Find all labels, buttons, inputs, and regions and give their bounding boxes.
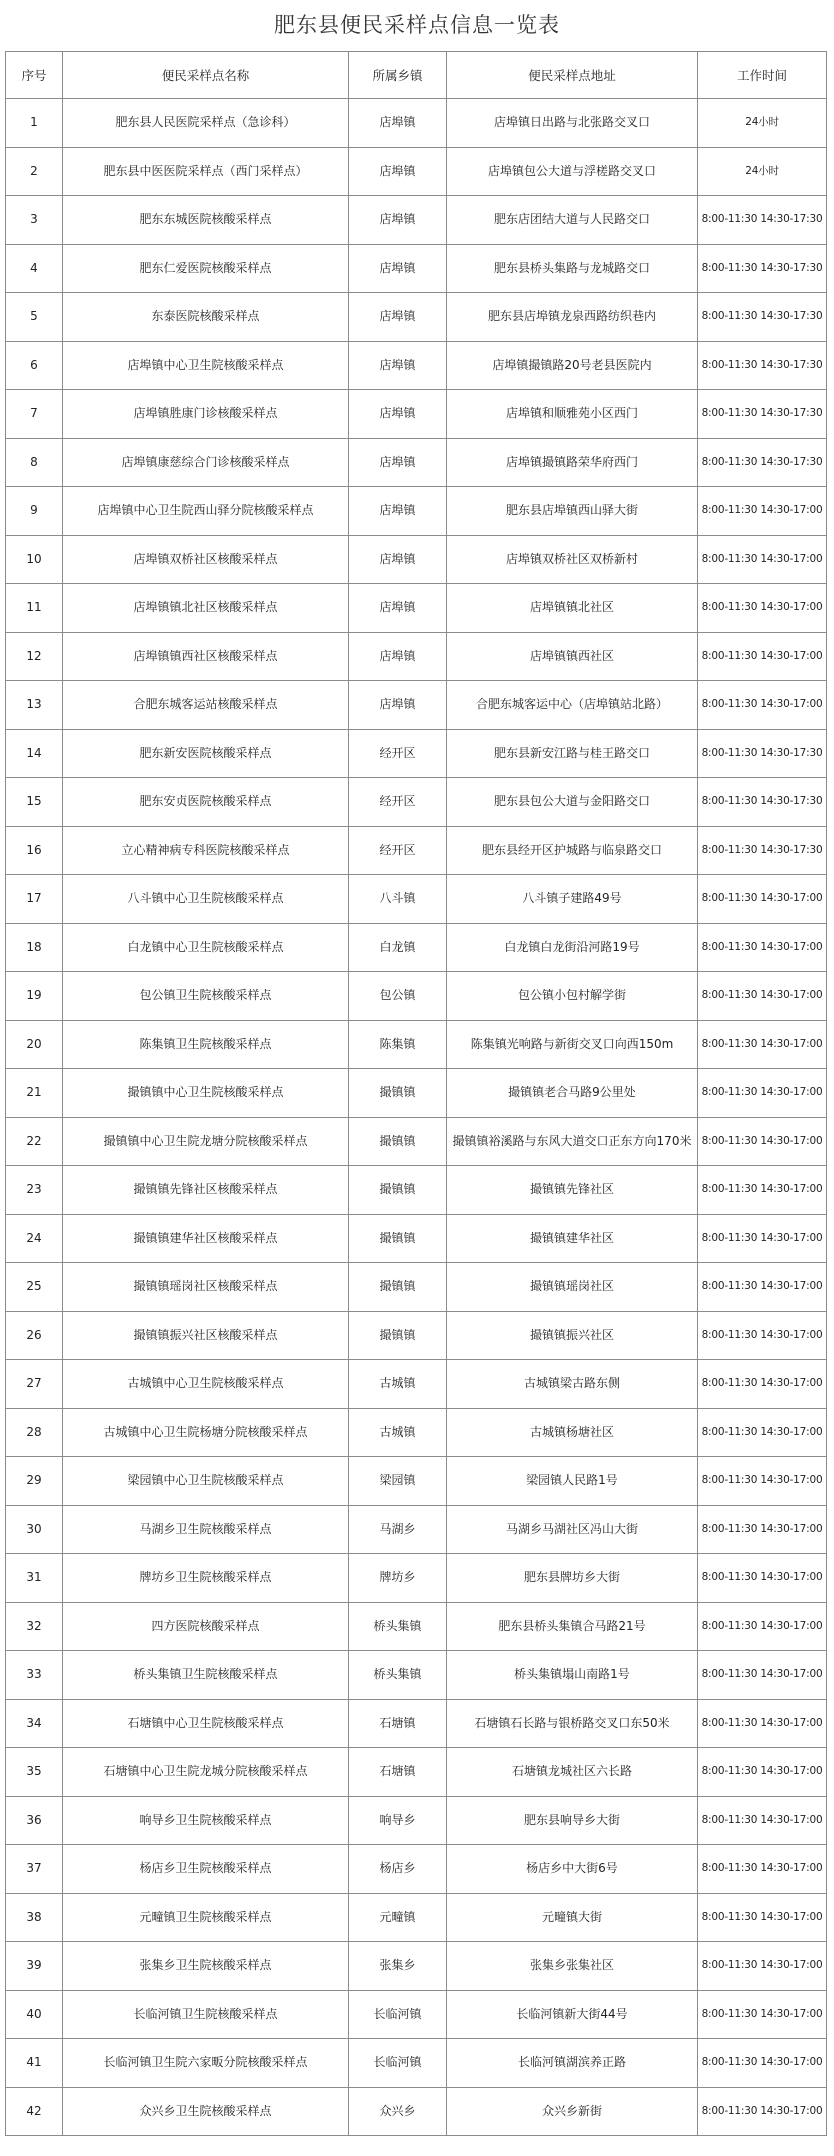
table-row (6, 1845, 827, 1894)
cell-hours: 8:00-11:30 14:30-17:30 (698, 196, 827, 245)
cell-site-name: 撮镇镇振兴社区核酸采样点 (63, 1311, 349, 1360)
cell-index: 15 (6, 778, 63, 827)
cell-township: 撮镇镇 (349, 1117, 447, 1166)
cell-site-name: 合肥东城客运站核酸采样点 (63, 681, 349, 730)
cell-township: 牌坊乡 (349, 1554, 447, 1603)
table-row (6, 972, 827, 1021)
table-row (6, 778, 827, 827)
cell-index: 25 (6, 1263, 63, 1312)
cell-hours: 8:00-11:30 14:30-17:00 (698, 1311, 827, 1360)
cell-site-name: 石塘镇中心卫生院龙城分院核酸采样点 (63, 1748, 349, 1797)
table-row (6, 1699, 827, 1748)
cell-township: 马湖乡 (349, 1505, 447, 1554)
cell-hours: 8:00-11:30 14:30-17:30 (698, 390, 827, 439)
cell-hours: 8:00-11:30 14:30-17:00 (698, 681, 827, 730)
cell-address: 撮镇镇瑶岗社区 (447, 1263, 698, 1312)
cell-site-name: 陈集镇卫生院核酸采样点 (63, 1020, 349, 1069)
table-row (6, 1214, 827, 1263)
cell-hours: 8:00-11:30 14:30-17:00 (698, 1020, 827, 1069)
cell-township: 撮镇镇 (349, 1166, 447, 1215)
cell-hours: 8:00-11:30 14:30-17:00 (698, 1554, 827, 1603)
cell-index: 18 (6, 923, 63, 972)
table-header-row (6, 52, 827, 99)
cell-township: 店埠镇 (349, 99, 447, 148)
cell-address: 店埠镇包公大道与浮槎路交叉口 (447, 147, 698, 196)
cell-index: 29 (6, 1457, 63, 1506)
header-index: 序号 (6, 52, 63, 99)
cell-hours: 8:00-11:30 14:30-17:30 (698, 341, 827, 390)
cell-address: 合肥东城客运中心（店埠镇站北路） (447, 681, 698, 730)
cell-site-name: 张集乡卫生院核酸采样点 (63, 1942, 349, 1991)
table-row (6, 535, 827, 584)
cell-township: 响导乡 (349, 1796, 447, 1845)
cell-hours: 8:00-11:30 14:30-17:00 (698, 1214, 827, 1263)
cell-address: 石塘镇石长路与银桥路交叉口东50米 (447, 1699, 698, 1748)
cell-site-name: 店埠镇双桥社区核酸采样点 (63, 535, 349, 584)
cell-hours: 8:00-11:30 14:30-17:00 (698, 923, 827, 972)
cell-township: 张集乡 (349, 1942, 447, 1991)
cell-township: 店埠镇 (349, 196, 447, 245)
cell-hours: 8:00-11:30 14:30-17:00 (698, 1990, 827, 2039)
table-row (6, 875, 827, 924)
table-row (6, 1457, 827, 1506)
cell-township: 白龙镇 (349, 923, 447, 972)
cell-address: 张集乡张集社区 (447, 1942, 698, 1991)
cell-township: 梁园镇 (349, 1457, 447, 1506)
cell-hours: 8:00-11:30 14:30-17:00 (698, 584, 827, 633)
cell-township: 石塘镇 (349, 1699, 447, 1748)
cell-site-name: 肥东新安医院核酸采样点 (63, 729, 349, 778)
cell-index: 17 (6, 875, 63, 924)
cell-index: 1 (6, 99, 63, 148)
cell-index: 7 (6, 390, 63, 439)
cell-site-name: 众兴乡卫生院核酸采样点 (63, 2087, 349, 2136)
cell-index: 19 (6, 972, 63, 1021)
cell-index: 12 (6, 632, 63, 681)
table-row (6, 1117, 827, 1166)
table-row (6, 147, 827, 196)
cell-township: 店埠镇 (349, 438, 447, 487)
cell-hours: 8:00-11:30 14:30-17:00 (698, 1117, 827, 1166)
cell-address: 肥东县桥头集路与龙城路交口 (447, 244, 698, 293)
cell-index: 31 (6, 1554, 63, 1603)
cell-address: 古城镇杨塘社区 (447, 1408, 698, 1457)
cell-site-name: 店埠镇胜康门诊核酸采样点 (63, 390, 349, 439)
table-row (6, 1069, 827, 1118)
cell-hours: 8:00-11:30 14:30-17:00 (698, 632, 827, 681)
table-row (6, 2087, 827, 2136)
cell-address: 陈集镇光响路与新街交叉口向西150m (447, 1020, 698, 1069)
cell-site-name: 撮镇镇中心卫生院核酸采样点 (63, 1069, 349, 1118)
cell-hours: 8:00-11:30 14:30-17:00 (698, 1263, 827, 1312)
cell-hours: 8:00-11:30 14:30-17:00 (698, 487, 827, 536)
cell-hours: 8:00-11:30 14:30-17:00 (698, 1651, 827, 1700)
table-row (6, 390, 827, 439)
table-row (6, 1554, 827, 1603)
cell-hours: 8:00-11:30 14:30-17:30 (698, 826, 827, 875)
cell-index: 28 (6, 1408, 63, 1457)
cell-hours: 8:00-11:30 14:30-17:30 (698, 729, 827, 778)
cell-hours: 8:00-11:30 14:30-17:00 (698, 1408, 827, 1457)
cell-hours: 8:00-11:30 14:30-17:00 (698, 1360, 827, 1409)
cell-index: 4 (6, 244, 63, 293)
cell-site-name: 白龙镇中心卫生院核酸采样点 (63, 923, 349, 972)
cell-site-name: 东泰医院核酸采样点 (63, 293, 349, 342)
table-row (6, 1748, 827, 1797)
table-row (6, 923, 827, 972)
cell-address: 马湖乡马湖社区冯山大街 (447, 1505, 698, 1554)
cell-address: 店埠镇双桥社区双桥新村 (447, 535, 698, 584)
cell-index: 23 (6, 1166, 63, 1215)
cell-index: 20 (6, 1020, 63, 1069)
cell-address: 肥东县店埠镇龙泉西路纺织巷内 (447, 293, 698, 342)
header-address: 便民采样点地址 (447, 52, 698, 99)
cell-township: 杨店乡 (349, 1845, 447, 1894)
table-row (6, 1990, 827, 2039)
cell-index: 34 (6, 1699, 63, 1748)
cell-address: 白龙镇白龙街沿河路19号 (447, 923, 698, 972)
cell-site-name: 石塘镇中心卫生院核酸采样点 (63, 1699, 349, 1748)
cell-address: 肥东县响导乡大街 (447, 1796, 698, 1845)
cell-township: 长临河镇 (349, 2039, 447, 2088)
cell-address: 包公镇小包村解学街 (447, 972, 698, 1021)
cell-address: 店埠镇镇西社区 (447, 632, 698, 681)
table-row (6, 438, 827, 487)
cell-address: 肥东县新安江路与桂王路交口 (447, 729, 698, 778)
table-row (6, 584, 827, 633)
cell-township: 撮镇镇 (349, 1263, 447, 1312)
cell-township: 撮镇镇 (349, 1214, 447, 1263)
cell-index: 33 (6, 1651, 63, 1700)
cell-hours: 24小时 (698, 99, 827, 148)
cell-township: 桥头集镇 (349, 1602, 447, 1651)
cell-site-name: 撮镇镇先锋社区核酸采样点 (63, 1166, 349, 1215)
cell-township: 经开区 (349, 778, 447, 827)
cell-site-name: 包公镇卫生院核酸采样点 (63, 972, 349, 1021)
cell-index: 5 (6, 293, 63, 342)
header-site-name: 便民采样点名称 (63, 52, 349, 99)
table-row (6, 1505, 827, 1554)
cell-index: 35 (6, 1748, 63, 1797)
cell-address: 肥东县包公大道与金阳路交口 (447, 778, 698, 827)
cell-index: 27 (6, 1360, 63, 1409)
cell-site-name: 牌坊乡卫生院核酸采样点 (63, 1554, 349, 1603)
cell-township: 元疃镇 (349, 1893, 447, 1942)
table-row (6, 1602, 827, 1651)
table-row (6, 1020, 827, 1069)
cell-index: 41 (6, 2039, 63, 2088)
cell-site-name: 古城镇中心卫生院核酸采样点 (63, 1360, 349, 1409)
cell-site-name: 店埠镇镇西社区核酸采样点 (63, 632, 349, 681)
cell-hours: 8:00-11:30 14:30-17:00 (698, 1166, 827, 1215)
cell-site-name: 撮镇镇中心卫生院龙塘分院核酸采样点 (63, 1117, 349, 1166)
cell-township: 店埠镇 (349, 341, 447, 390)
cell-township: 店埠镇 (349, 681, 447, 730)
cell-hours: 8:00-11:30 14:30-17:00 (698, 1942, 827, 1991)
cell-site-name: 立心精神病专科医院核酸采样点 (63, 826, 349, 875)
cell-site-name: 梁园镇中心卫生院核酸采样点 (63, 1457, 349, 1506)
cell-township: 店埠镇 (349, 632, 447, 681)
cell-address: 长临河镇湖滨养正路 (447, 2039, 698, 2088)
table-row (6, 99, 827, 148)
cell-hours: 8:00-11:30 14:30-17:00 (698, 2087, 827, 2136)
table-row (6, 341, 827, 390)
cell-hours: 8:00-11:30 14:30-17:00 (698, 1845, 827, 1894)
cell-address: 肥东县牌坊乡大街 (447, 1554, 698, 1603)
cell-hours: 8:00-11:30 14:30-17:30 (698, 293, 827, 342)
cell-index: 2 (6, 147, 63, 196)
cell-address: 元疃镇大街 (447, 1893, 698, 1942)
cell-hours: 8:00-11:30 14:30-17:00 (698, 972, 827, 1021)
cell-township: 撮镇镇 (349, 1311, 447, 1360)
cell-site-name: 肥东东城医院核酸采样点 (63, 196, 349, 245)
cell-address: 店埠镇撮镇路荣华府西门 (447, 438, 698, 487)
cell-site-name: 元疃镇卫生院核酸采样点 (63, 1893, 349, 1942)
cell-index: 9 (6, 487, 63, 536)
header-hours: 工作时间 (698, 52, 827, 99)
cell-index: 37 (6, 1845, 63, 1894)
table-row (6, 1311, 827, 1360)
table-row (6, 1408, 827, 1457)
cell-index: 14 (6, 729, 63, 778)
cell-address: 店埠镇撮镇路20号老县医院内 (447, 341, 698, 390)
table-row (6, 1263, 827, 1312)
cell-index: 26 (6, 1311, 63, 1360)
cell-index: 24 (6, 1214, 63, 1263)
cell-township: 店埠镇 (349, 147, 447, 196)
cell-township: 经开区 (349, 729, 447, 778)
cell-hours: 8:00-11:30 14:30-17:00 (698, 1457, 827, 1506)
cell-hours: 8:00-11:30 14:30-17:00 (698, 1748, 827, 1797)
cell-township: 撮镇镇 (349, 1069, 447, 1118)
cell-township: 陈集镇 (349, 1020, 447, 1069)
table-row (6, 632, 827, 681)
cell-hours: 8:00-11:30 14:30-17:00 (698, 1602, 827, 1651)
cell-address: 肥东县桥头集镇合马路21号 (447, 1602, 698, 1651)
table-body (6, 99, 827, 2136)
cell-address: 众兴乡新街 (447, 2087, 698, 2136)
cell-site-name: 四方医院核酸采样点 (63, 1602, 349, 1651)
cell-site-name: 店埠镇康慈综合门诊核酸采样点 (63, 438, 349, 487)
cell-index: 32 (6, 1602, 63, 1651)
cell-township: 长临河镇 (349, 1990, 447, 2039)
cell-township: 店埠镇 (349, 584, 447, 633)
cell-index: 8 (6, 438, 63, 487)
cell-township: 店埠镇 (349, 244, 447, 293)
cell-address: 撮镇镇裕溪路与东风大道交口正东方向170米 (447, 1117, 698, 1166)
cell-township: 众兴乡 (349, 2087, 447, 2136)
cell-township: 古城镇 (349, 1408, 447, 1457)
header-township: 所属乡镇 (349, 52, 447, 99)
cell-address: 古城镇梁古路东侧 (447, 1360, 698, 1409)
cell-site-name: 长临河镇卫生院六家畈分院核酸采样点 (63, 2039, 349, 2088)
cell-address: 八斗镇子建路49号 (447, 875, 698, 924)
cell-address: 撮镇镇振兴社区 (447, 1311, 698, 1360)
cell-index: 6 (6, 341, 63, 390)
cell-site-name: 撮镇镇建华社区核酸采样点 (63, 1214, 349, 1263)
cell-township: 石塘镇 (349, 1748, 447, 1797)
cell-site-name: 八斗镇中心卫生院核酸采样点 (63, 875, 349, 924)
cell-address: 肥东县经开区护城路与临泉路交口 (447, 826, 698, 875)
cell-township: 桥头集镇 (349, 1651, 447, 1700)
cell-township: 店埠镇 (349, 535, 447, 584)
table-row (6, 1893, 827, 1942)
cell-address: 肥东店团结大道与人民路交口 (447, 196, 698, 245)
cell-index: 22 (6, 1117, 63, 1166)
cell-address: 撮镇镇老合马路9公里处 (447, 1069, 698, 1118)
cell-address: 桥头集镇塌山南路1号 (447, 1651, 698, 1700)
cell-site-name: 桥头集镇卫生院核酸采样点 (63, 1651, 349, 1700)
table-row (6, 1942, 827, 1991)
cell-township: 经开区 (349, 826, 447, 875)
cell-index: 21 (6, 1069, 63, 1118)
cell-address: 石塘镇龙城社区六长路 (447, 1748, 698, 1797)
cell-site-name: 店埠镇镇北社区核酸采样点 (63, 584, 349, 633)
sampling-sites-table (5, 51, 827, 2136)
page-title: 肥东县便民采样点信息一览表 (274, 13, 560, 37)
cell-index: 38 (6, 1893, 63, 1942)
table-row (6, 487, 827, 536)
table-row (6, 681, 827, 730)
table-row (6, 1651, 827, 1700)
table-row (6, 826, 827, 875)
cell-site-name: 肥东县人民医院采样点（急诊科） (63, 99, 349, 148)
cell-site-name: 店埠镇中心卫生院核酸采样点 (63, 341, 349, 390)
cell-township: 古城镇 (349, 1360, 447, 1409)
cell-site-name: 古城镇中心卫生院杨塘分院核酸采样点 (63, 1408, 349, 1457)
cell-hours: 8:00-11:30 14:30-17:00 (698, 2039, 827, 2088)
table-row (6, 2039, 827, 2088)
cell-index: 3 (6, 196, 63, 245)
cell-address: 肥东县店埠镇西山驿大街 (447, 487, 698, 536)
cell-site-name: 肥东县中医医院采样点（西门采样点） (63, 147, 349, 196)
cell-address: 店埠镇和顺雅苑小区西门 (447, 390, 698, 439)
table-row (6, 1796, 827, 1845)
table-row (6, 293, 827, 342)
cell-address: 撮镇镇先锋社区 (447, 1166, 698, 1215)
cell-site-name: 肥东安贞医院核酸采样点 (63, 778, 349, 827)
cell-address: 撮镇镇建华社区 (447, 1214, 698, 1263)
cell-address: 店埠镇日出路与北张路交叉口 (447, 99, 698, 148)
cell-index: 11 (6, 584, 63, 633)
cell-index: 39 (6, 1942, 63, 1991)
cell-hours: 8:00-11:30 14:30-17:30 (698, 438, 827, 487)
cell-index: 10 (6, 535, 63, 584)
cell-site-name: 杨店乡卫生院核酸采样点 (63, 1845, 349, 1894)
cell-hours: 8:00-11:30 14:30-17:00 (698, 1699, 827, 1748)
table-row (6, 196, 827, 245)
cell-township: 店埠镇 (349, 293, 447, 342)
table-row (6, 729, 827, 778)
cell-township: 店埠镇 (349, 487, 447, 536)
table-row (6, 1166, 827, 1215)
cell-hours: 8:00-11:30 14:30-17:00 (698, 1796, 827, 1845)
cell-township: 八斗镇 (349, 875, 447, 924)
cell-site-name: 肥东仁爱医院核酸采样点 (63, 244, 349, 293)
cell-index: 42 (6, 2087, 63, 2136)
cell-hours: 8:00-11:30 14:30-17:30 (698, 778, 827, 827)
cell-index: 36 (6, 1796, 63, 1845)
cell-site-name: 长临河镇卫生院核酸采样点 (63, 1990, 349, 2039)
table-row (6, 244, 827, 293)
cell-site-name: 响导乡卫生院核酸采样点 (63, 1796, 349, 1845)
cell-hours: 24小时 (698, 147, 827, 196)
cell-address: 杨店乡中大街6号 (447, 1845, 698, 1894)
cell-index: 13 (6, 681, 63, 730)
cell-hours: 8:00-11:30 14:30-17:00 (698, 875, 827, 924)
cell-index: 16 (6, 826, 63, 875)
cell-address: 梁园镇人民路1号 (447, 1457, 698, 1506)
cell-hours: 8:00-11:30 14:30-17:30 (698, 244, 827, 293)
cell-site-name: 店埠镇中心卫生院西山驿分院核酸采样点 (63, 487, 349, 536)
cell-address: 长临河镇新大街44号 (447, 1990, 698, 2039)
cell-index: 40 (6, 1990, 63, 2039)
cell-hours: 8:00-11:30 14:30-17:00 (698, 1893, 827, 1942)
cell-index: 30 (6, 1505, 63, 1554)
cell-hours: 8:00-11:30 14:30-17:00 (698, 1505, 827, 1554)
table-row (6, 1360, 827, 1409)
cell-address: 店埠镇镇北社区 (447, 584, 698, 633)
cell-site-name: 马湖乡卫生院核酸采样点 (63, 1505, 349, 1554)
cell-site-name: 撮镇镇瑶岗社区核酸采样点 (63, 1263, 349, 1312)
cell-township: 店埠镇 (349, 390, 447, 439)
cell-hours: 8:00-11:30 14:30-17:00 (698, 1069, 827, 1118)
cell-township: 包公镇 (349, 972, 447, 1021)
cell-hours: 8:00-11:30 14:30-17:00 (698, 535, 827, 584)
